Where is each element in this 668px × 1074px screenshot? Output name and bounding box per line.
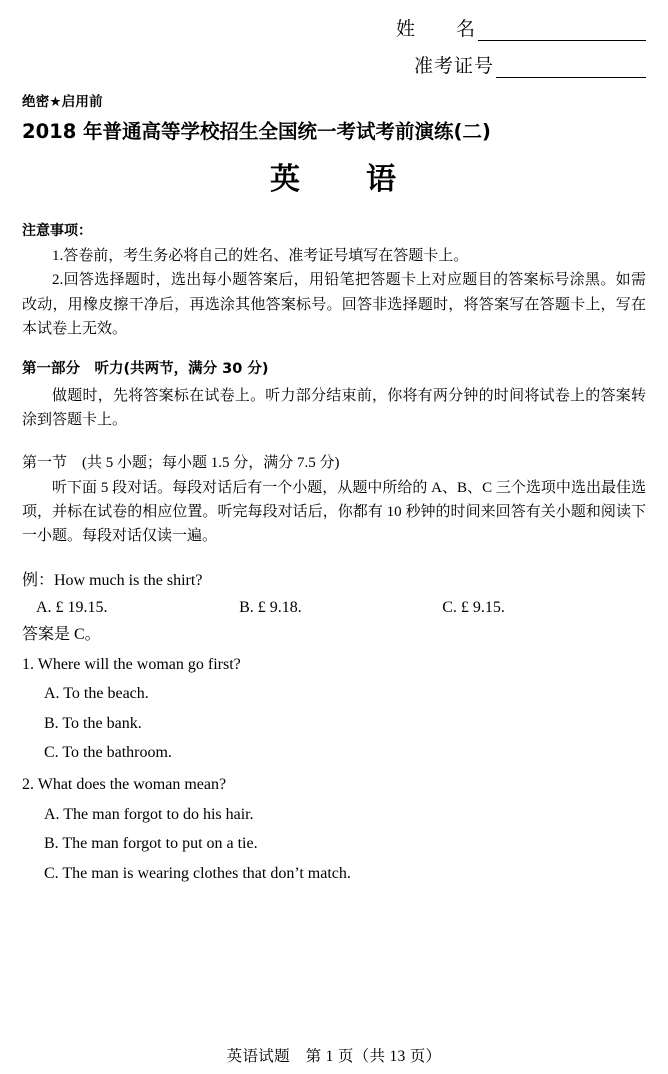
example-options bbox=[22, 599, 646, 617]
notice-item-1: 1.答卷前，考生务必将自己的姓名、准考证号填写在答题卡上。 bbox=[52, 248, 469, 264]
ticket-field-row bbox=[22, 51, 646, 78]
question-1-stem: 1. Where will the woman go first? bbox=[22, 655, 241, 673]
ticket-number-label: 准考证号 bbox=[413, 55, 494, 77]
notice-item-2: 2.回答选择题时，选出每小题答案后，用铅笔把答题卡上对应题目的答案标号涂黑。如需改动，用橡皮擦干净后，再选涂其他答案标号。回答非选择题时，将答案写在答题卡上，写在本试卷上无效。 bbox=[22, 272, 646, 337]
question-2-option-c[interactable]: C. The man is wearing clothes that don’t match. bbox=[44, 864, 351, 882]
question-1-option-a[interactable]: A. To the beach. bbox=[44, 685, 149, 703]
subject-title: 英 语 bbox=[270, 162, 398, 197]
section-one-label: 第一节 (共 5 小题；每小题 1.5 分，满分 7.5 分) bbox=[22, 454, 340, 471]
example-option-b: B. £ 9.18. bbox=[239, 598, 302, 616]
question-2-option-b[interactable]: B. The man forgot to put on a tie. bbox=[44, 835, 258, 853]
name-write-line[interactable] bbox=[478, 21, 646, 41]
question-2-stem: 2. What does the woman mean? bbox=[22, 776, 227, 794]
name-label: 姓 名 bbox=[395, 18, 476, 40]
example-answer: 答案是 C。 bbox=[22, 625, 101, 643]
secret-notice: 绝密★启用前 bbox=[22, 94, 103, 110]
part-one-heading: 第一部分 听力(共两节，满分 30 分) bbox=[22, 361, 269, 378]
question-1-option-c[interactable]: C. To the bathroom. bbox=[44, 744, 172, 762]
section-one-instruction: 听下面 5 段对话。每段对话后有一个小题，从题中所给的 A、B、C 三个选项中选出最佳选项，并标在试卷的相应位置。听完每段对话后，你都有 10 秒钟的时间来回答有关小题和阅读下一小题。每段对话仅读一遍。 bbox=[22, 479, 646, 545]
part-one-instruction: 做题时，先将答案标在试卷上。听力部分结束前，你将有两分钟的时间将试卷上的答案转涂到答题卡上。 bbox=[22, 388, 646, 429]
page-footer: 英语试题 第 1 页（共 13 页） bbox=[226, 1048, 442, 1065]
page-title: 2018 年普通高等学校招生全国统一考试考前演练(二) bbox=[22, 120, 491, 143]
candidate-info-block bbox=[22, 0, 646, 78]
example-option-c: C. £ 9.15. bbox=[442, 598, 505, 616]
ticket-number-write-line[interactable] bbox=[496, 58, 646, 78]
name-field-row bbox=[22, 14, 646, 41]
example-option-a: A. £ 19.15. bbox=[36, 598, 108, 616]
question-1-option-b[interactable]: B. To the bank. bbox=[44, 714, 142, 732]
notice-heading: 注意事项： bbox=[22, 223, 92, 239]
question-2-option-a[interactable]: A. The man forgot to do his hair. bbox=[44, 805, 254, 823]
example-prompt: 例：How much is the shirt? bbox=[22, 571, 203, 589]
